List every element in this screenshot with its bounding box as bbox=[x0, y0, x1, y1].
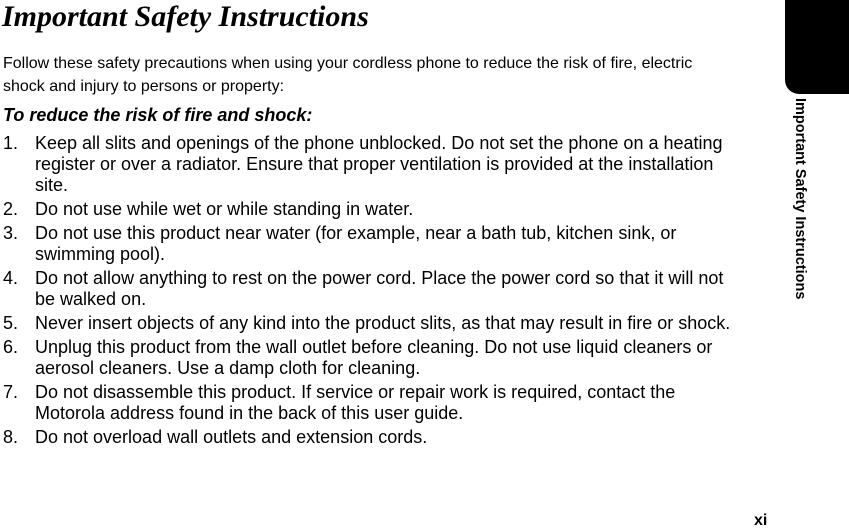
item-text: Never insert objects of any kind into the product slits, as that may result in fire or shock. bbox=[35, 313, 731, 333]
instruction-list bbox=[3, 133, 733, 451]
section-heading: To reduce the risk of fire and shock: bbox=[3, 105, 313, 125]
page-number: xi bbox=[754, 512, 768, 529]
item-text: Do not use while wet or while standing in water. bbox=[35, 199, 414, 219]
item-number: 3. bbox=[3, 223, 19, 243]
chapter-tab-marker bbox=[785, 0, 849, 94]
list-item bbox=[3, 337, 733, 379]
intro-paragraph: Follow these safety precautions when using your cordless phone to reduce the risk of fire, electric shock and injury to persons or property: bbox=[3, 55, 693, 95]
chapter-side-label: Important Safety Instructions bbox=[792, 98, 808, 300]
item-number: 5. bbox=[3, 313, 19, 333]
item-text: Keep all slits and openings of the phone unblocked. Do not set the phone on a heating register or over a radiator. Ensure that proper ventilation is provided at the installation site. bbox=[35, 133, 723, 195]
item-text: Do not use this product near water (for example, near a bath tub, kitchen sink, or swimming pool). bbox=[35, 223, 677, 264]
list-item bbox=[3, 223, 733, 265]
item-number: 2. bbox=[3, 199, 19, 219]
list-item bbox=[3, 199, 733, 220]
item-number: 4. bbox=[3, 268, 19, 288]
list-item bbox=[3, 313, 733, 334]
list-item bbox=[3, 427, 733, 448]
item-number: 1. bbox=[3, 133, 19, 153]
page-title: Important Safety Instructions bbox=[2, 0, 369, 33]
item-number: 6. bbox=[3, 337, 19, 357]
item-number: 8. bbox=[3, 427, 19, 447]
item-number: 7. bbox=[3, 382, 19, 402]
list-item bbox=[3, 268, 733, 310]
list-item bbox=[3, 133, 733, 196]
item-text: Unplug this product from the wall outlet before cleaning. Do not use liquid cleaners or aerosol cleaners. Use a damp cloth for cleaning. bbox=[35, 337, 713, 378]
item-text: Do not overload wall outlets and extension cords. bbox=[35, 427, 428, 447]
list-item bbox=[3, 382, 733, 424]
item-text: Do not disassemble this product. If service or repair work is required, contact the Motorola address found in the back of this user guide. bbox=[35, 382, 676, 423]
item-text: Do not allow anything to rest on the power cord. Place the power cord so that it will not be walked on. bbox=[35, 268, 724, 309]
